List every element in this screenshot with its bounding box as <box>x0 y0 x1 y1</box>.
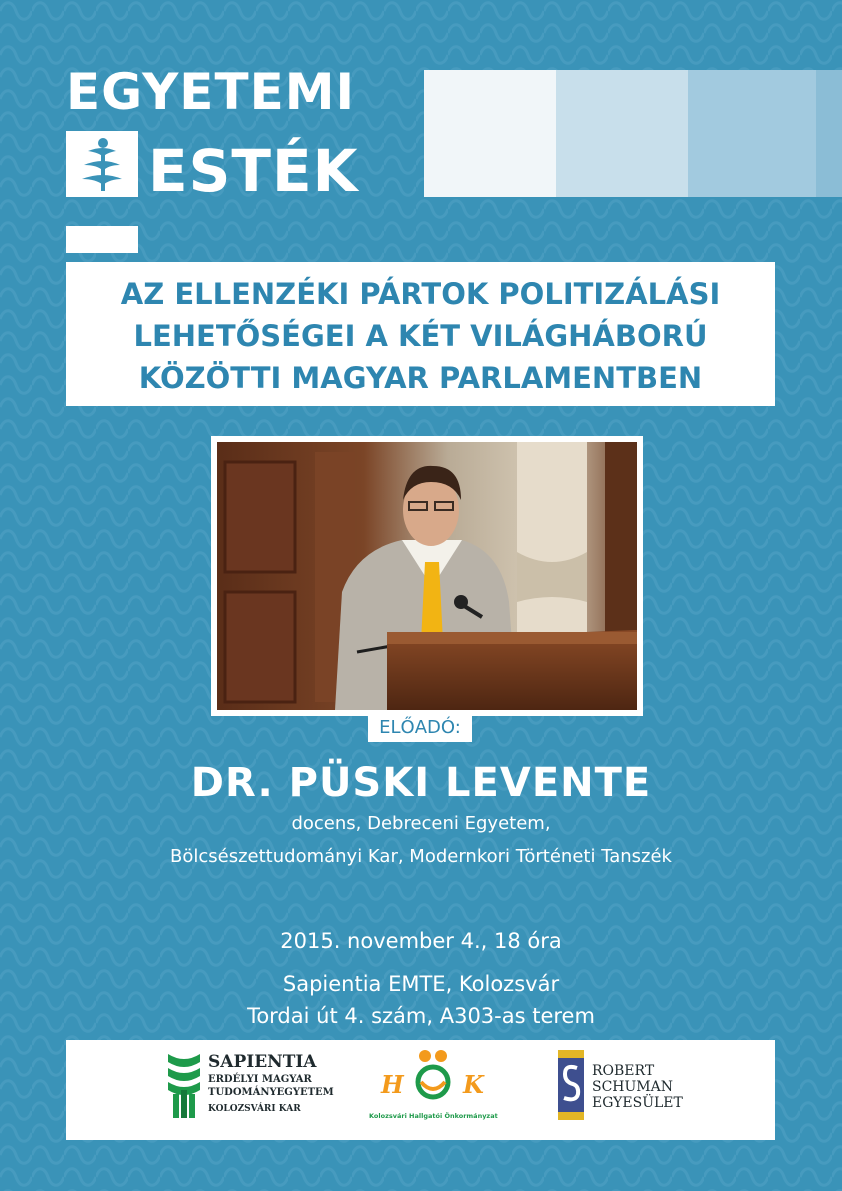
sapientia-sub1: ERDÉLYI MAGYAR <box>208 1074 312 1085</box>
schuman-logo-icon <box>558 1050 584 1122</box>
event-date: 2015. november 4., 18 óra <box>280 929 562 953</box>
brand-title-line2: ESTÉK <box>148 137 359 205</box>
speaker-name: DR. PÜSKI LEVENTE <box>190 760 652 806</box>
speaker-photo-frame <box>211 436 643 716</box>
hero-stripe-banner <box>424 70 842 197</box>
lecture-title-line1: AZ ELLENZÉKI PÁRTOK POLITIZÁLÁSI <box>120 277 721 311</box>
speaker-label: ELŐADÓ: <box>368 714 472 742</box>
event-venue-line2: Tordai út 4. szám, A303-as terem <box>247 1004 595 1028</box>
speaker-role-line2: Bölcsészettudományi Kar, Modernkori Történeti Tanszék <box>170 846 672 867</box>
event-venue-line1: Sapientia EMTE, Kolozsvár <box>282 972 560 996</box>
sponsor-sapientia <box>166 1040 334 1140</box>
lecture-title-line3: KÖZÖTTI MAGYAR PARLAMENTBEN <box>138 361 703 395</box>
hok-letter-k: K <box>463 1070 484 1099</box>
sponsor-schuman <box>558 1040 698 1140</box>
speaker-role-line1: docens, Debreceni Egyetem, <box>291 813 551 834</box>
brand-title-line1: EGYETEMI <box>66 63 356 121</box>
brand-accent-bar <box>66 226 138 253</box>
hok-letter-h: H <box>381 1070 404 1099</box>
sapientia-sub3: KOLOZSVÁRI KAR <box>208 1104 301 1114</box>
lecture-title-line2: LEHETŐSÉGEI A KÉT VILÁGHÁBORÚ <box>133 319 708 353</box>
speaker-photo <box>217 442 637 710</box>
schuman-line2: SCHUMAN <box>592 1079 674 1095</box>
hok-caption: Kolozsvári Hallgatói Önkormányzat <box>369 1112 498 1120</box>
sapientia-tree-logo <box>66 131 138 197</box>
sponsor-hok <box>369 1040 498 1140</box>
schuman-line3: EGYESÜLET <box>592 1095 683 1111</box>
schuman-line1: ROBERT <box>592 1063 655 1079</box>
sapientia-green-logo-icon <box>166 1050 202 1120</box>
sapientia-name: SAPIENTIA <box>208 1052 317 1072</box>
lecture-title-box <box>66 262 775 406</box>
sapientia-sub2: TUDOMÁNYEGYETEM <box>208 1087 334 1098</box>
sponsor-bar <box>66 1040 775 1140</box>
